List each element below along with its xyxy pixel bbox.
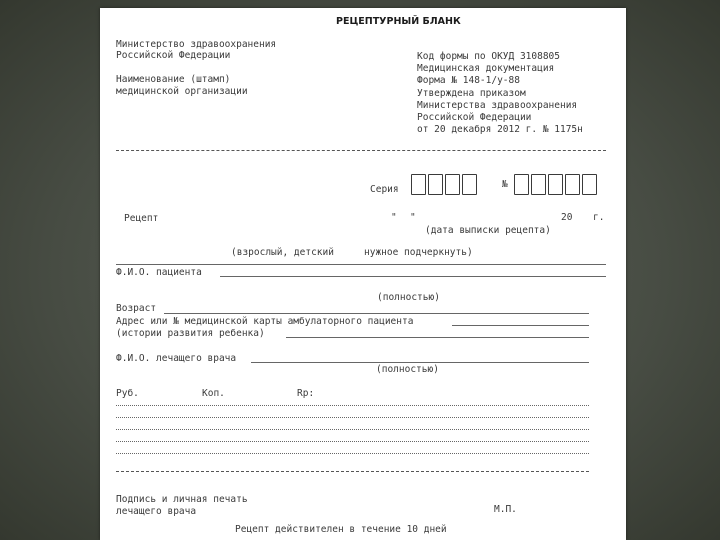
history-field[interactable] (286, 337, 589, 338)
form-number-line: Форма № 148-1/у-88 (417, 75, 520, 86)
rp-line[interactable] (116, 453, 589, 454)
series-digit-box[interactable] (445, 174, 460, 195)
history-label: (истории развития ребенка) (116, 328, 265, 339)
series-digit-box[interactable] (411, 174, 426, 195)
prescription-form-sheet (100, 8, 626, 540)
address-field[interactable] (452, 325, 589, 326)
rp-label: Rp: (297, 388, 315, 399)
series-digit-box[interactable] (428, 174, 443, 195)
series-label: Серия (370, 184, 399, 195)
number-digit-box[interactable] (514, 174, 529, 195)
cut-line-top (116, 150, 606, 151)
rp-line[interactable] (116, 405, 589, 406)
date-quote-open: " (391, 212, 397, 223)
doctor-full-caption: (полностью) (376, 364, 439, 375)
org-stamp-line-2: медицинской организации (116, 86, 248, 97)
ministry-line-2: Российской Федерации (116, 50, 231, 61)
doctor-name-field[interactable] (251, 362, 589, 363)
order-date-line: от 20 декабря 2012 г. № 1175н (417, 124, 583, 135)
rp-line[interactable] (116, 417, 589, 418)
year-prefix: 20 (561, 212, 573, 223)
patient-name-field[interactable] (220, 276, 606, 277)
form-code-line: Код формы по ОКУД 3108805 (417, 51, 560, 62)
recipe-top-line (116, 264, 606, 265)
approved-by-line: Утверждена приказом (417, 88, 526, 99)
year-suffix: г. (593, 212, 605, 223)
ministry-line-1: Министерство здравоохранения (116, 39, 277, 50)
signature-label-1: Подпись и личная печать (116, 494, 248, 505)
age-field[interactable] (164, 313, 589, 314)
series-digit-box[interactable] (462, 174, 477, 195)
validity-note: Рецепт действителен в течение 10 дней (235, 524, 447, 535)
number-digit-box[interactable] (531, 174, 546, 195)
signature-label-2: лечащего врача (116, 506, 197, 517)
patient-name-label: Ф.И.О. пациента (116, 267, 202, 278)
underline-needed-label: нужное подчеркнуть) (364, 247, 473, 258)
ministry-order-line-2: Российской Федерации (417, 112, 532, 123)
stamp-label: М.П. (494, 504, 517, 515)
ministry-order-line-1: Министерства здравоохранения (417, 100, 578, 111)
adult-child-label: (взрослый, детский (231, 247, 334, 258)
medical-docs-line: Медицинская документация (417, 63, 555, 74)
date-caption: (дата выписки рецепта) (425, 225, 551, 236)
number-digit-box[interactable] (548, 174, 563, 195)
cut-line-bottom (116, 471, 589, 472)
age-label: Возраст (116, 303, 157, 314)
number-digit-box[interactable] (582, 174, 597, 195)
full-name-caption: (полностью) (377, 292, 440, 303)
date-quote-close: " (410, 212, 416, 223)
kop-label: Коп. (202, 388, 225, 399)
number-label: № (502, 179, 508, 190)
rp-line[interactable] (116, 429, 589, 430)
rp-line[interactable] (116, 441, 589, 442)
address-label: Адрес или № медицинской карты амбулаторного пациента (116, 316, 414, 327)
rub-label: Руб. (116, 388, 139, 399)
number-digit-box[interactable] (565, 174, 580, 195)
form-title: РЕЦЕПТУРНЫЙ БЛАНК (336, 16, 461, 27)
doctor-name-label: Ф.И.О. лечащего врача (116, 353, 237, 364)
org-stamp-line-1: Наименование (штамп) (116, 74, 231, 85)
recipe-label: Рецепт (124, 213, 159, 224)
